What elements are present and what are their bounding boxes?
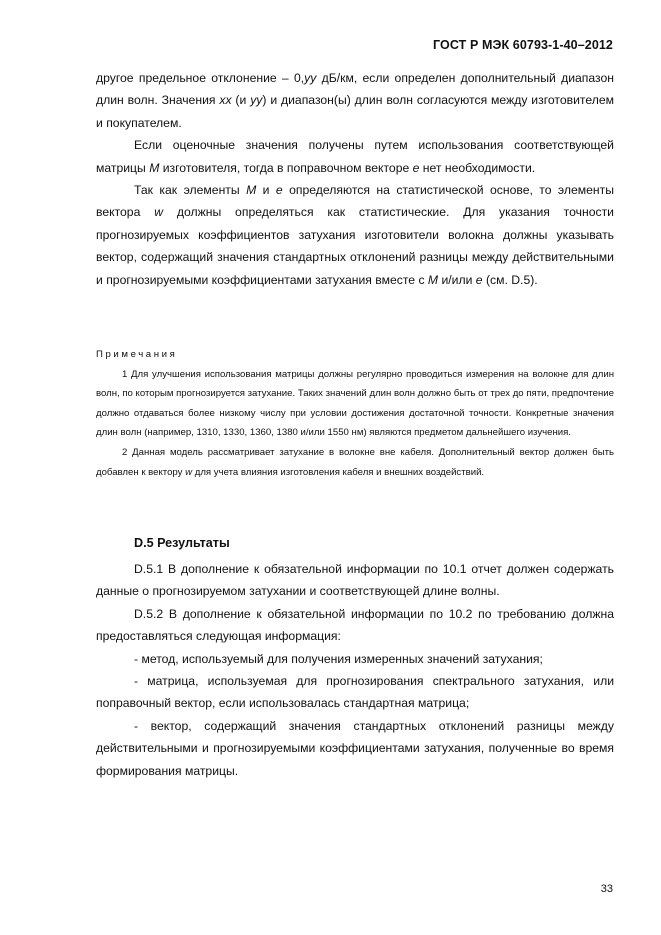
main-text <box>96 67 614 291</box>
symbol-M: M <box>149 160 160 175</box>
text-run: ) и диапазон(ы) длин волн согласуются между изготовителем и покупателем. <box>96 93 614 130</box>
paragraph-2 <box>96 134 614 179</box>
paragraph-1 <box>96 67 614 134</box>
symbol-yy: yy <box>250 93 263 108</box>
symbol-w: w <box>185 466 193 478</box>
list-item: - метод, используемый для получения измеренных значений затухания; <box>134 651 543 666</box>
clause-d52: D.5.2 В дополнение к обязательной информации по 10.2 по требованию должна предоставляться следующая информация: <box>96 606 614 644</box>
text-run: определяются на статистической основе, то элементы вектора <box>96 183 614 220</box>
list-item: - вектор, содержащий значения стандартных отклонений разницы между действительными и прогнозируемыми коэффициентами затухания, полученные во время формирования матрицы. <box>96 718 614 778</box>
text-run: Так как элементы <box>134 183 247 198</box>
text-run: Если оценочные значения получены путем использования соответствующей матрицы <box>96 138 614 175</box>
text-run: должны определяться как статистические. Для указания точности прогнозируемых коэффициентов затухания изготовители волокна должны указывать вектор, содержащий значения стандартных отклонений разницы между действительными и прогнозируемыми коэффициентами затухания вместе с <box>96 205 614 287</box>
notes-title: Примечания <box>96 349 178 360</box>
note-1: 1 Для улучшения использования матрицы должны регулярно проводиться измерения на волокне для длин волн, по которым прогнозируется затухание. Таких значений длин волн должно быть от трех до пяти, предпочтение должно отдаваться более низкому числу при условии достижения достаточной точности. Конкретные значения длин волн (например, 1310, 1330, 1360, 1380 и/или 1550 нм) являются предметом дальнейшего изучения. <box>96 368 614 439</box>
symbol-yy: yy <box>304 71 317 85</box>
text-run: изготовителя, тогда в поправочном векторе <box>159 160 413 175</box>
text-run: дБ/км, если определен дополнительный диапазон длин волн. Значения <box>96 71 614 108</box>
symbol-e: e <box>412 160 420 175</box>
text-run: для учета влияния изготовления кабеля и внешних воздействий. <box>192 466 485 478</box>
list-item: - матрица, используемая для прогнозирования спектрального затухания, или поправочный вектор, если использовалась стандартная матрица; <box>96 674 614 711</box>
text-run: (и <box>231 93 251 108</box>
symbol-xx: xx <box>219 93 232 108</box>
symbol-M: M <box>246 183 257 198</box>
paragraph-3 <box>96 179 614 291</box>
symbol-M: M <box>427 272 439 287</box>
symbol-w: w <box>154 205 164 220</box>
text-run: и <box>256 183 276 198</box>
text-run: и/или <box>438 272 476 287</box>
section-heading: D.5 Результаты <box>134 536 230 550</box>
text-run: другое предельное отклонение – 0, <box>96 71 305 85</box>
text-run: 2 Данная модель рассматривает затухание в волокне вне кабеля. Дополнительный вектор должен быть добавлен к вектору <box>96 446 614 478</box>
notes-block <box>96 345 614 482</box>
text-run: (см. D.5). <box>482 272 538 287</box>
clause-d51: D.5.1 В дополнение к обязательной информации по 10.1 отчет должен содержать данные о прогнозируемом затухании и соответствующей длине волны. <box>96 562 614 599</box>
text-run: нет необходимости. <box>419 160 536 175</box>
symbol-e: e <box>475 272 483 287</box>
standard-code-header: ГОСТ Р МЭК 60793-1-40–2012 <box>433 38 613 52</box>
results-section <box>96 558 614 782</box>
symbol-e: e <box>275 183 283 198</box>
page-number: 33 <box>600 883 613 895</box>
note-2 <box>96 443 614 482</box>
